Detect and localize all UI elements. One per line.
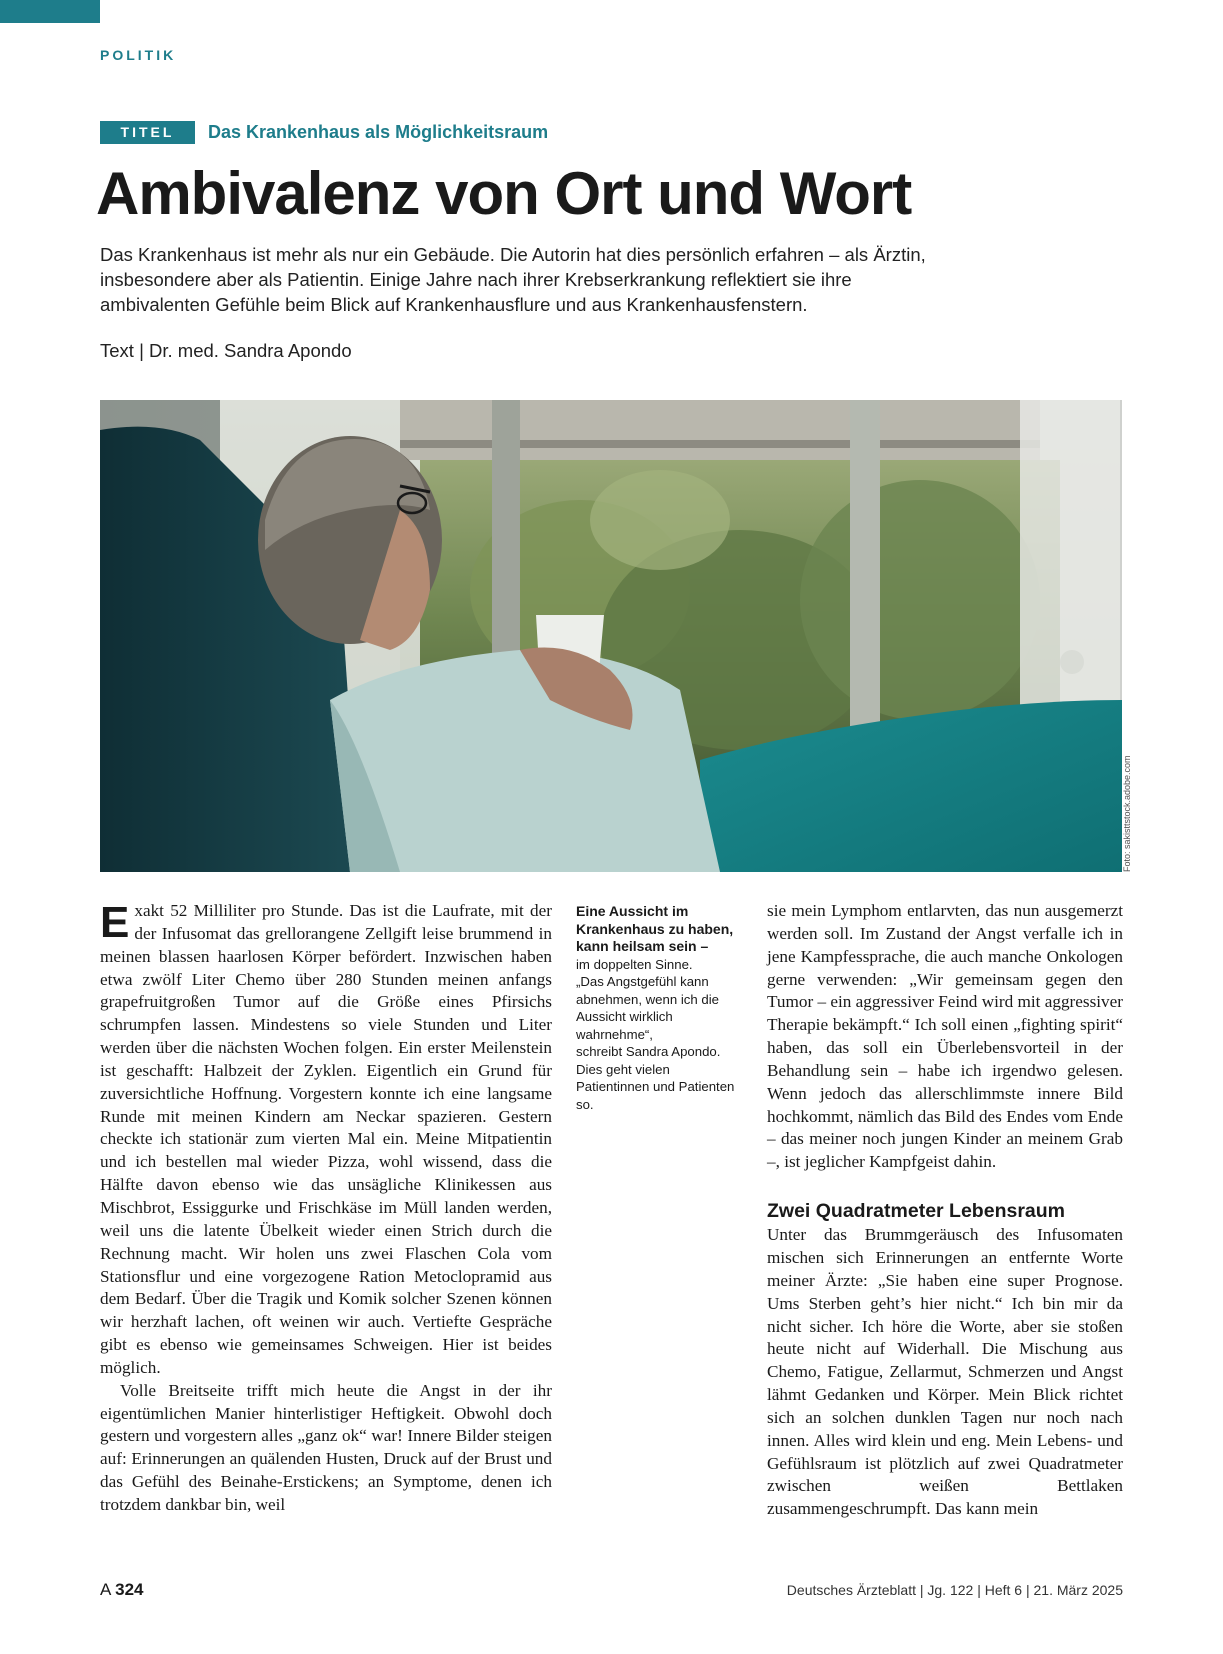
pullquote-lead: Eine Aussicht im Krankenhaus zu haben, kann heilsam sein – xyxy=(576,903,734,954)
paragraph-3: sie mein Lymphom entlarvten, das nun ausgemerzt werden soll. Im Zustand der Angst verfalle ich in jene Kampfessprache, die auch manche Onkologen gerne verwenden: „Wir gemeinsam gegen den Tumor – ein aggressiver Feind wird mit aggressiver Therapie bekämpft.“ Ich soll einen „fighting spirit“ haben, das soll ein Überlebensvorteil in der Behandlung sein – habe ich irgendwo gelesen. Wenn jedoch das allerschlimmste innere Bild hochkommt, nämlich das Bild des Endes vom Ende – das meiner noch jungen Kinder an meinem Grab –, ist jeglicher Kampfgeist dahin. xyxy=(767,901,1123,1172)
kicker-badge: TITEL xyxy=(100,121,195,144)
body-column-left xyxy=(100,900,552,1517)
paragraph-1 xyxy=(100,900,552,1380)
pullquote xyxy=(576,903,746,1113)
teaser: Das Krankenhaus ist mehr als nur ein Gebäude. Die Autorin hat dies persönlich erfahren – als Ärztin, insbesondere aber als Patientin. Einige Jahre nach ihrer Krebserkrankung reflektiert sie ihre ambivalenten Gefühle beim Blick auf Krankenhausflure und aus Krankenhausfenstern. xyxy=(100,244,926,315)
paragraph-1-text: xakt 52 Milliliter pro Stunde. Das ist die Laufrate, mit der der Infusomat das grellorangene Zellgift leise brummend in meinen blassen haarlosen Körper befördert. Inzwischen haben etwa zwölf Liter Chemo über 280 Stunden meinen anfangs grapefruitgroßen Tumor auf die Größe eines Pfirsichs schrumpfen lassen. Mindestens so viele Stunden und Liter werden über die nächsten Wochen folgen. Ein erster Meilenstein ist geschafft: Halbzeit der Zyklen. Eigentlich ein Grund für zuversichtliche Hoffnung. Vorgestern konnte ich eine langsame Runde mit meinen Kindern am Neckar spazieren. Gestern checkte ich stationär zum vierten Mal ein. Meine Mitpatientin und ich bestellen mal wieder Pizza, wohl wissend, dass die Hälfte davon ebenso wie das unsägliche Klinikessen aus Mischbrot, Essiggurke und Frischkäse im Müll landen werden, weil uns die latente Übelkeit wieder einen Strich durch die Rechnung macht. Wir holen uns zwei Flaschen Cola vom Stationsflur und eine vorgezogene Ration Metoclopramid aus dem Bedarf. Über die Tragik und Komik solcher Szenen können wir herzhaft lachen, oft weinen wir auch. Vertiefte Gespräche gibt es ebenso wie gemeinsames Schweigen. Hier ist beides möglich. xyxy=(100,901,552,1377)
dropcap: E xyxy=(100,898,130,947)
paragraph-2: Volle Breitseite trifft mich heute die Angst in der ihr eigentümlichen Manier hinterlistiger Heftigkeit. Obwohl doch gestern und vorgestern alles „ganz ok“ war! Innere Bilder steigen auf: Erinnerungen an quälenden Husten, Druck auf der Brust und das Gefühl des Beinahe-Erstickens; an Symptome, denen ich trotzdem dankbar bin, weil xyxy=(100,1380,552,1514)
corner-accent-bar xyxy=(0,0,100,23)
page-prefix: A xyxy=(100,1580,111,1599)
kicker xyxy=(100,121,548,144)
kicker-text: Das Krankenhaus als Möglichkeitsraum xyxy=(208,122,549,142)
byline: Text | Dr. med. Sandra Apondo xyxy=(100,340,352,361)
subheading: Zwei Quadratmeter Lebensraum xyxy=(767,1200,1066,1223)
journal-info: Deutsches Ärzteblatt | Jg. 122 | Heft 6 | 21. März 2025 xyxy=(786,1582,1123,1598)
section-label: POLITIK xyxy=(100,47,177,63)
hospital-window-photo xyxy=(100,400,1122,872)
body-column-right xyxy=(767,900,1123,1521)
paragraph-4: Unter das Brummgeräusch des Infusomaten mischen sich Erinnerungen an entfernte Worte meiner Ärzte: „Sie haben eine super Prognose. Ums Sterben geht’s hier nicht.“ Ich bin mir da nicht sicher. Ich höre die Worte, aber sie stoßen heute nicht auf Widerhall. Die Mischung aus Chemo, Fatigue, Zellarmut, Schmerzen und Angst lähmt Gedanken und Körper. Mein Blick richtet sich an solchen dunklen Tagen nur noch nach innen. Alles wird klein und eng. Mein Lebens- und Gefühlsraum ist plötzlich auf zwei Quadratmeter zwischen weißen Bettlaken zusammengeschrumpft. Das kann mein xyxy=(767,1225,1123,1519)
article-photo xyxy=(100,400,1122,872)
pullquote-body: im doppelten Sinne. „Das Angstgefühl kann abnehmen, wenn ich die Aussicht wirklich wahrnehme“, schreibt Sandra Apondo. Dies geht vielen Patientinnen und Patienten so. xyxy=(576,956,735,1112)
headline: Ambivalenz von Ort und Wort xyxy=(96,160,912,227)
page-number xyxy=(100,1580,144,1600)
page-number-value: 324 xyxy=(115,1580,144,1599)
photo-credit: Foto: sakisttstock.adobe.com xyxy=(1122,755,1132,872)
